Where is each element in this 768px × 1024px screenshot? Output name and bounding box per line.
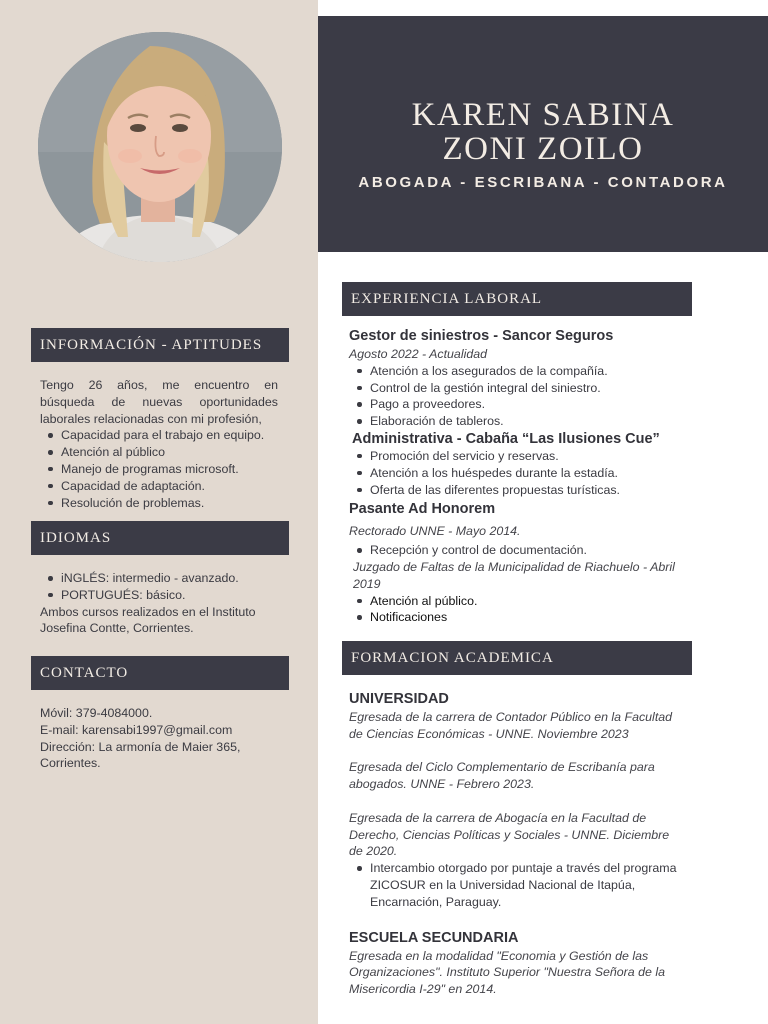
experience-section-title: EXPERIENCIA LABORAL xyxy=(342,282,692,316)
languages-section xyxy=(40,570,278,637)
skill-item: Resolución de problemas. xyxy=(40,495,278,512)
job-task: Elaboración de tableros. xyxy=(349,413,694,430)
job-place: Juzgado de Faltas de la Municipalidad de Riachuelo - Abril 2019 xyxy=(353,559,675,591)
job-place: Rectorado UNNE - Mayo 2014. xyxy=(349,524,521,539)
job-tasks xyxy=(349,593,694,627)
secondary-entry: Egresada en la modalidad "Economia y Gestión de las Organizaciones". Instituto Superior "Nuestra Señora de la Misericordia I-29" en 2014. xyxy=(349,948,665,997)
secondary-heading: ESCUELA SECUNDARIA xyxy=(349,929,519,946)
university-heading: UNIVERSIDAD xyxy=(349,691,449,707)
contact-address: Dirección: La armonía de Maier 365, Corrientes. xyxy=(40,739,241,771)
full-name xyxy=(318,98,768,166)
university-entry: Egresada de la carrera de Abogacía en la Facultad de Derecho, Ciencias Políticas y Sociales - UNNE. Diciembre de 2020. xyxy=(349,810,670,859)
languages-section-title: IDIOMAS xyxy=(31,521,289,555)
education-section xyxy=(349,689,679,998)
job-task: Atención al público. xyxy=(349,593,694,610)
job-tasks xyxy=(349,363,694,430)
exchange-note: Intercambio otorgado por puntaje a través del programa ZICOSUR en la Universidad Nacional de Itapúa, Encarnación, Paraguay. xyxy=(349,860,679,910)
professions-subtitle: ABOGADA - ESCRIBANA - CONTADORA xyxy=(358,174,728,191)
contact-section-title: CONTACTO xyxy=(31,656,289,690)
education-section-title: FORMACION ACADEMICA xyxy=(342,641,692,675)
info-section xyxy=(40,377,278,511)
language-item: PORTUGUÉS: básico. xyxy=(40,587,278,604)
job-task: Control de la gestión integral del siniestro. xyxy=(349,380,694,397)
contact-email: E-mail: karensabi1997@gmail.com xyxy=(40,722,233,737)
university-entry: Egresada de la carrera de Contador Público en la Facultad de Ciencias Económicas - UNNE. Noviembre 2023 xyxy=(349,710,673,741)
university-notes xyxy=(349,860,679,910)
job-task: Recepción y control de documentación. xyxy=(349,542,694,559)
job-title: Administrativa - Cabaña “Las Ilusiones Cue” xyxy=(352,430,660,447)
job-task: Notificaciones xyxy=(349,609,694,626)
university-entry: Egresada del Ciclo Complementario de Escribanía para abogados. UNNE - Febrero 2023. xyxy=(349,760,655,792)
name-line-1: KAREN SABINA xyxy=(411,97,675,133)
portrait-image xyxy=(38,32,282,262)
info-section-title: INFORMACIÓN - APTITUDES xyxy=(31,328,289,362)
job-task: Oferta de las diferentes propuestas turísticas. xyxy=(349,482,694,499)
contact-section xyxy=(40,705,278,772)
job-task: Atención a los asegurados de la compañía. xyxy=(349,363,694,380)
skill-item: Capacidad de adaptación. xyxy=(40,478,278,495)
experience-section xyxy=(349,326,694,626)
job-date: Agosto 2022 - Actualidad xyxy=(349,347,487,361)
job-tasks xyxy=(349,542,694,559)
skill-item: Atención al público xyxy=(40,444,278,461)
job-task: Pago a proveedores. xyxy=(349,396,694,413)
contact-phone: Móvil: 379-4084000. xyxy=(40,706,153,720)
info-intro: Tengo 26 años, me encuentro en búsqueda de nuevas oportunidades laborales relacionadas con mi profesión, xyxy=(40,378,278,426)
language-item: iNGLÉS: intermedio - avanzado. xyxy=(40,570,278,587)
job-task: Promoción del servicio y reservas. xyxy=(349,448,694,465)
skill-item: Capacidad para el trabajo en equipo. xyxy=(40,427,278,444)
job-title: Pasante Ad Honorem xyxy=(349,501,496,518)
skill-item: Manejo de programas microsoft. xyxy=(40,461,278,478)
job-task: Atención a los huéspedes durante la estadía. xyxy=(349,465,694,482)
job-title: Gestor de siniestros - Sancor Seguros xyxy=(349,328,614,344)
name-line-2: ZONI ZOILO xyxy=(442,131,644,167)
job-tasks xyxy=(349,448,694,498)
skills-list xyxy=(40,427,278,511)
header-banner xyxy=(318,16,768,252)
languages-list xyxy=(40,570,278,604)
sidebar xyxy=(0,0,318,1024)
languages-note: Ambos cursos realizados en el Instituto Josefina Contte, Corrientes. xyxy=(40,604,256,636)
profile-photo xyxy=(38,32,282,262)
